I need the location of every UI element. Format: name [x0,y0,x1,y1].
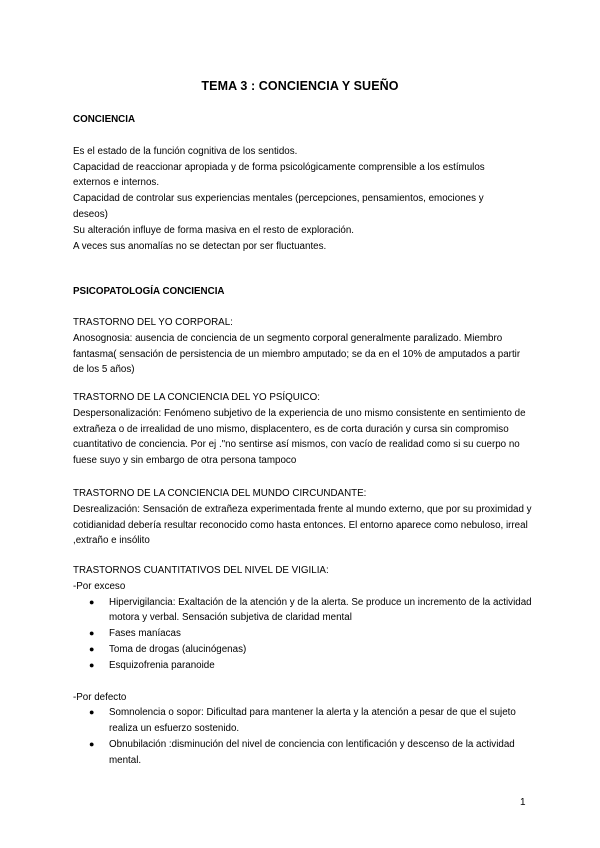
subsection-heading: TRASTORNO DE LA CONCIENCIA DEL YO PSÍQUICO: [73,392,320,403]
page-title: TEMA 3 : CONCIENCIA Y SUEÑO [201,79,399,93]
list-item: ● Obnubilación :disminución del nivel de conciencia con lentificación y descenso de la actividad mental. [89,738,515,766]
section-mundo-circundante [73,486,533,549]
paragraph-line: Capacidad de controlar sus experiencias mentales (percepciones, pensamientos, emociones y deseos) [73,193,484,220]
bullet-icon: ● [89,659,95,670]
subsection-heading: TRASTORNO DE LA CONCIENCIA DEL MUNDO CIRCUNDANTE: [73,488,367,499]
list-item: ● Toma de drogas (alucinógenas) [73,642,533,658]
list-label-exceso: -Por exceso [73,580,126,592]
list-item: ● Somnolencia o sopor: Dificultad para mantener la alerta y la atención a pesar de que el sujeto realiza un esfuerzo sostenido. [89,707,516,735]
subsection-heading: TRASTORNO DEL YO CORPORAL: [73,317,233,328]
paragraph: Despersonalización: Fenómeno subjetivo de la experiencia de uno mismo consistente en sentimiento de extrañeza o de irrealidad de uno mismo, displacentero, es de corta duración y cursa sin compromiso cuantitativo de conciencia. Por ej ."no sentirse así mismos, con vacío de realidad como si su cuerpo no fuese suyo y sin embargo de otra persona tampoco [73,407,526,467]
bullet-icon: ● [89,643,95,654]
list-exceso [73,595,533,674]
section-vigilia [73,563,533,769]
list-defecto [73,705,533,768]
paragraph: Anosognosia: ausencia de conciencia de un segmento corporal generalmente paralizado. Miembro fantasma( sensación de persistencia de un miembro amputado; se da en el 10% de amputados a partir de los 5 años) [73,332,521,376]
bullet-icon: ● [89,707,95,718]
section-yo-corporal [73,315,533,378]
list-item: ● Hipervigilancia: Exaltación de la atención y de la alerta. Se produce un incremento de la actividad motora y verbal. Sensación subjetiva de claridad mental [89,596,532,624]
section-heading-psicopatologia: PSICOPATOLOGÍA CONCIENCIA [73,286,225,297]
list-item: ● Fases maníacas [73,626,533,642]
list-label-defecto: -Por defecto [73,691,127,703]
paragraph: Desrealización: Sensación de extrañeza experimentada frente al mundo externo, que por su proximidad y cotidianidad debería resultar reconocido como hasta entonces. El entorno aparece como nebuloso, irreal ,extraño e insólito [73,503,532,547]
bullet-icon: ● [89,596,95,607]
paragraph-line: Su alteración influye de forma masiva en el resto de exploración. [73,224,354,236]
bullet-icon: ● [89,628,95,639]
section-yo-psiquico [73,390,533,469]
paragraph-line: Capacidad de reaccionar apropiada y de forma psicológicamente comprensible a los estímulos externos e internos. [73,161,485,189]
bullet-icon: ● [89,738,95,749]
page-number: 1 [520,797,526,808]
list-item: ● Esquizofrenia paranoide [73,658,533,674]
section-heading-conciencia: CONCIENCIA [73,114,136,125]
paragraph-line: Es el estado de la función cognitiva de los sentidos. [73,145,298,157]
section-conciencia [73,112,533,254]
subsection-heading: TRASTORNOS CUANTITATIVOS DEL NIVEL DE VIGILIA: [73,565,329,576]
paragraph-line: A veces sus anomalías no se detectan por ser fluctuantes. [73,240,327,252]
